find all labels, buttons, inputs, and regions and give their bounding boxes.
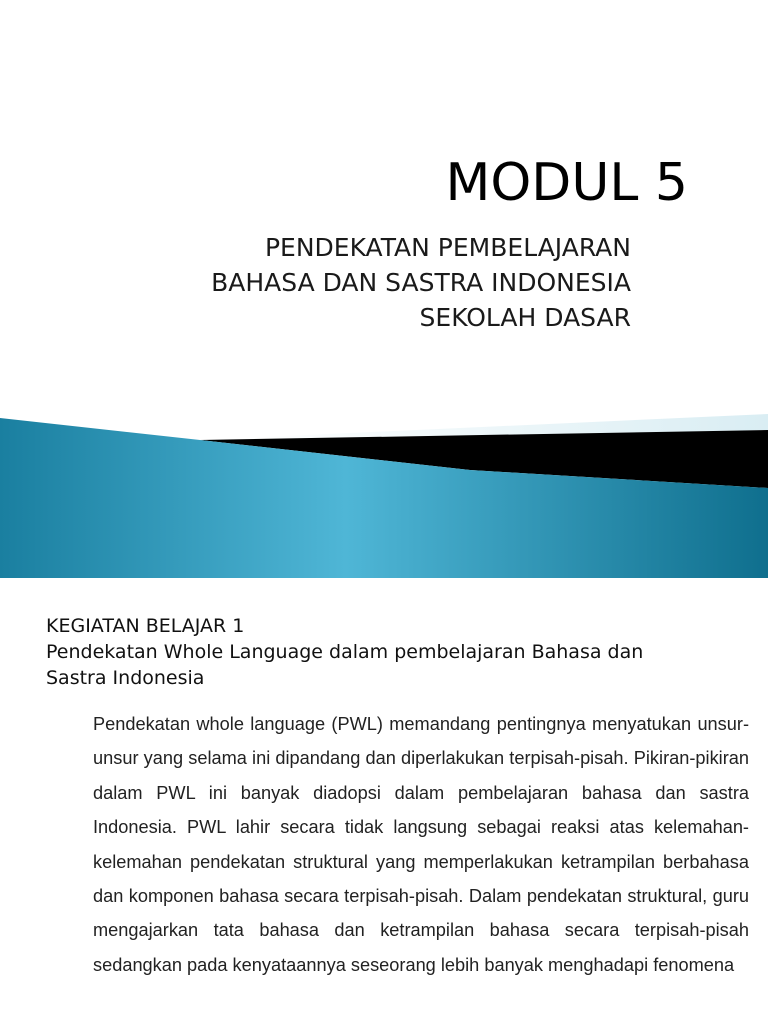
subtitle-line: BAHASA DAN SASTRA INDONESIA [211,268,631,297]
section-heading [46,613,708,691]
slide-title: MODUL 5 [445,153,688,213]
section-title: Pendekatan Whole Language dalam pembelajaran Bahasa dan Sastra Indonesia [46,641,644,689]
subtitle-line: PENDEKATAN PEMBELAJARAN [264,233,631,262]
subtitle-line: SEKOLAH DASAR [419,303,631,332]
slide-subtitle [100,230,631,335]
decorative-banner [0,412,768,578]
body-paragraph: Pendekatan whole language (PWL) memandang pentingnya menyatukan unsur-unsur yang selama ini dipandang dan diperlakukan terpisah-pisah. Pikiran-pikiran dalam PWL ini banyak diadopsi dalam pembelajaran bahasa dan sastra Indonesia. PWL lahir secara tidak langsung sebagai reaksi atas kelemahan-kelemahan pendekatan struktural yang memperlakukan ketrampilan berbahasa dan komponen bahasa secara terpisah-pisah. Dalam pendekatan struktural, guru mengajarkan tata bahasa dan ketrampilan bahasa secara terpisah-pisah sedangkan pada kenyataannya seseorang lebih banyak menghadapi fenomena [93,714,749,975]
section-kicker: KEGIATAN BELAJAR 1 [46,615,245,637]
